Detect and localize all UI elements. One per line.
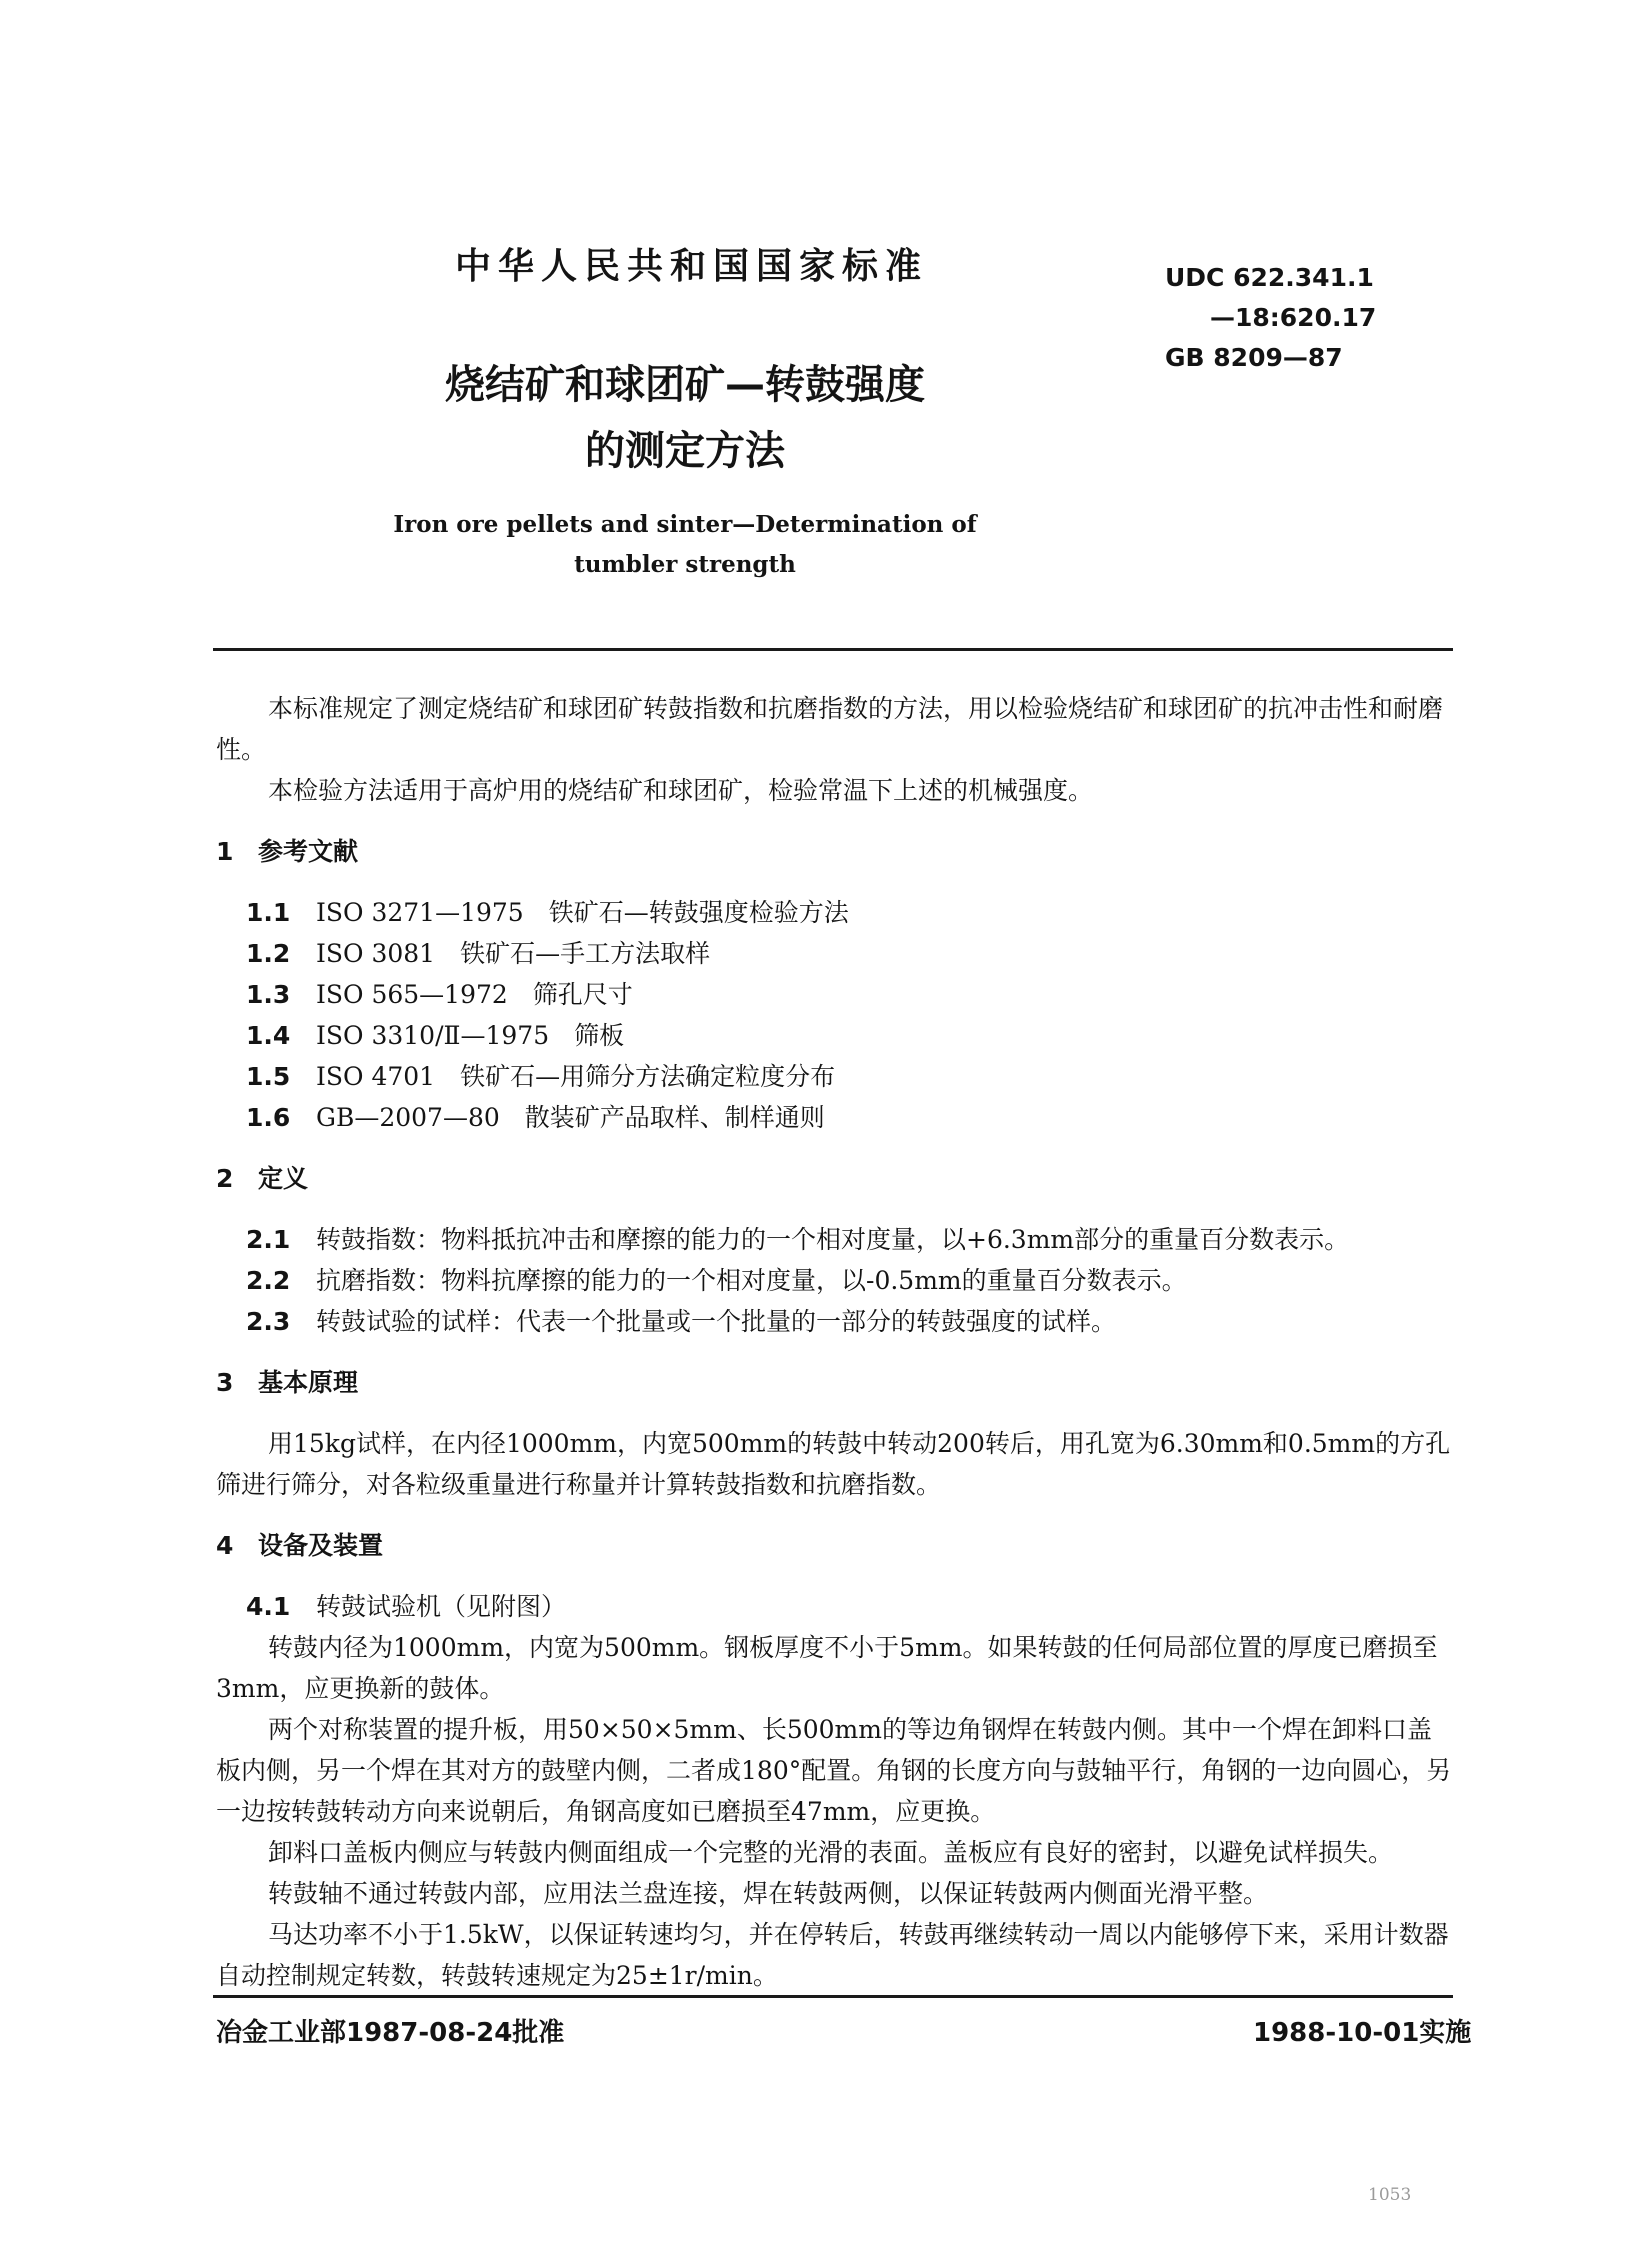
footer-divider <box>213 1995 1453 1998</box>
reference-item: 1.2 ISO 3081 铁矿石—手工方法取样 <box>246 939 711 968</box>
header-divider <box>213 648 1453 651</box>
section-3-paragraph: 用15kg试样，在内径1000mm，内宽500mm的转鼓中转动200转后，用孔宽为6.30mm和0.5mm的方孔筛进行筛分，对各粒级重量进行称量并计算转鼓指数和抗磨指数。 <box>216 1429 1451 1499</box>
section-4-paragraph-5: 马达功率不小于1.5kW，以保证转速均匀，并在停转后，转鼓再继续转动一周以内能够停下来，采用计数器自动控制规定转数，转鼓转速规定为25±1r/min。 <box>216 1920 1449 1990</box>
definition-item: 2.2 抗磨指数：物料抗摩擦的能力的一个相对度量，以-0.5mm的重量百分数表示。 <box>246 1266 1187 1295</box>
section-4-paragraph-4: 转鼓轴不通过转鼓内部，应用法兰盘连接，焊在转鼓两侧，以保证转鼓两内侧面光滑平整。 <box>268 1879 1269 1908</box>
section-4-paragraph-2: 两个对称装置的提升板，用50×50×5mm、长500mm的等边角钢焊在转鼓内侧。其中一个焊在卸料口盖板内侧，另一个焊在其对方的鼓壁内侧，二者成180°配置。角钢的长度方向与鼓轴平行，角钢的一边向圆心，另一边按转鼓转动方向来说朝后，角钢高度如已磨损至47mm，应更换。 <box>216 1715 1452 1826</box>
reference-item: 1.5 ISO 4701 铁矿石—用筛分方法确定粒度分布 <box>246 1062 836 1091</box>
section-1-heading: 1 参考文献 <box>216 837 359 866</box>
national-standard-heading: 中华人民共和国国家标准 <box>455 246 929 287</box>
title-en-line-1: Iron ore pellets and sinter—Determination of <box>393 511 977 538</box>
section-4-paragraph-3: 卸料口盖板内侧应与转鼓内侧面组成一个完整的光滑的表面。盖板应有良好的密封，以避免试样损失。 <box>268 1838 1394 1867</box>
section-4-paragraph-1: 转鼓内径为1000mm，内宽为500mm。钢板厚度不小于5mm。如果转鼓的任何局部位置的厚度已磨损至3mm，应更换新的鼓体。 <box>216 1633 1438 1703</box>
title-cn-line-1: 烧结矿和球团矿—转鼓强度 <box>445 362 925 408</box>
section-2-heading: 2 定义 <box>216 1164 309 1193</box>
reference-item: 1.4 ISO 3310/Ⅱ—1975 筛板 <box>246 1021 625 1050</box>
title-en-line-2: tumbler strength <box>574 551 796 578</box>
definition-item: 2.3 转鼓试验的试样：代表一个批量或一个批量的一部分的转鼓强度的试样。 <box>246 1307 1117 1336</box>
gb-number: GB 8209—87 <box>1165 343 1343 372</box>
udc-line-1: UDC 622.341.1 <box>1165 263 1374 292</box>
reference-item: 1.3 ISO 565—1972 筛孔尺寸 <box>246 980 633 1009</box>
document-body <box>216 688 1452 1996</box>
title-cn-line-2: 的测定方法 <box>585 428 785 474</box>
effective-date: 1988-10-01实施 <box>1253 2018 1472 2048</box>
intro-paragraph-2: 本检验方法适用于高炉用的烧结矿和球团矿，检验常温下上述的机械强度。 <box>268 776 1094 805</box>
page-number: 1053 <box>1368 2185 1412 2205</box>
section-3-heading: 3 基本原理 <box>216 1368 359 1397</box>
reference-item: 1.1 ISO 3271—1975 铁矿石—转鼓强度检验方法 <box>246 898 849 927</box>
subsection-4-1-heading: 4.1 转鼓试验机（见附图） <box>246 1592 567 1621</box>
reference-item: 1.6 GB—2007—80 散装矿产品取样、制样通则 <box>246 1103 825 1132</box>
udc-classification <box>1165 258 1376 378</box>
document-title-cn <box>360 352 1010 484</box>
approval-date: 冶金工业部1987-08-24批准 <box>216 2018 565 2048</box>
section-4-heading: 4 设备及装置 <box>216 1531 384 1560</box>
udc-line-2: —18:620.17 <box>1210 303 1377 332</box>
intro-paragraph-1: 本标准规定了测定烧结矿和球团矿转鼓指数和抗磨指数的方法，用以检验烧结矿和球团矿的抗冲击性和耐磨性。 <box>216 694 1444 764</box>
document-title-en <box>360 505 1010 585</box>
definition-item: 2.1 转鼓指数：物料抵抗冲击和摩擦的能力的一个相对度量，以+6.3mm部分的重量百分数表示。 <box>246 1225 1350 1254</box>
